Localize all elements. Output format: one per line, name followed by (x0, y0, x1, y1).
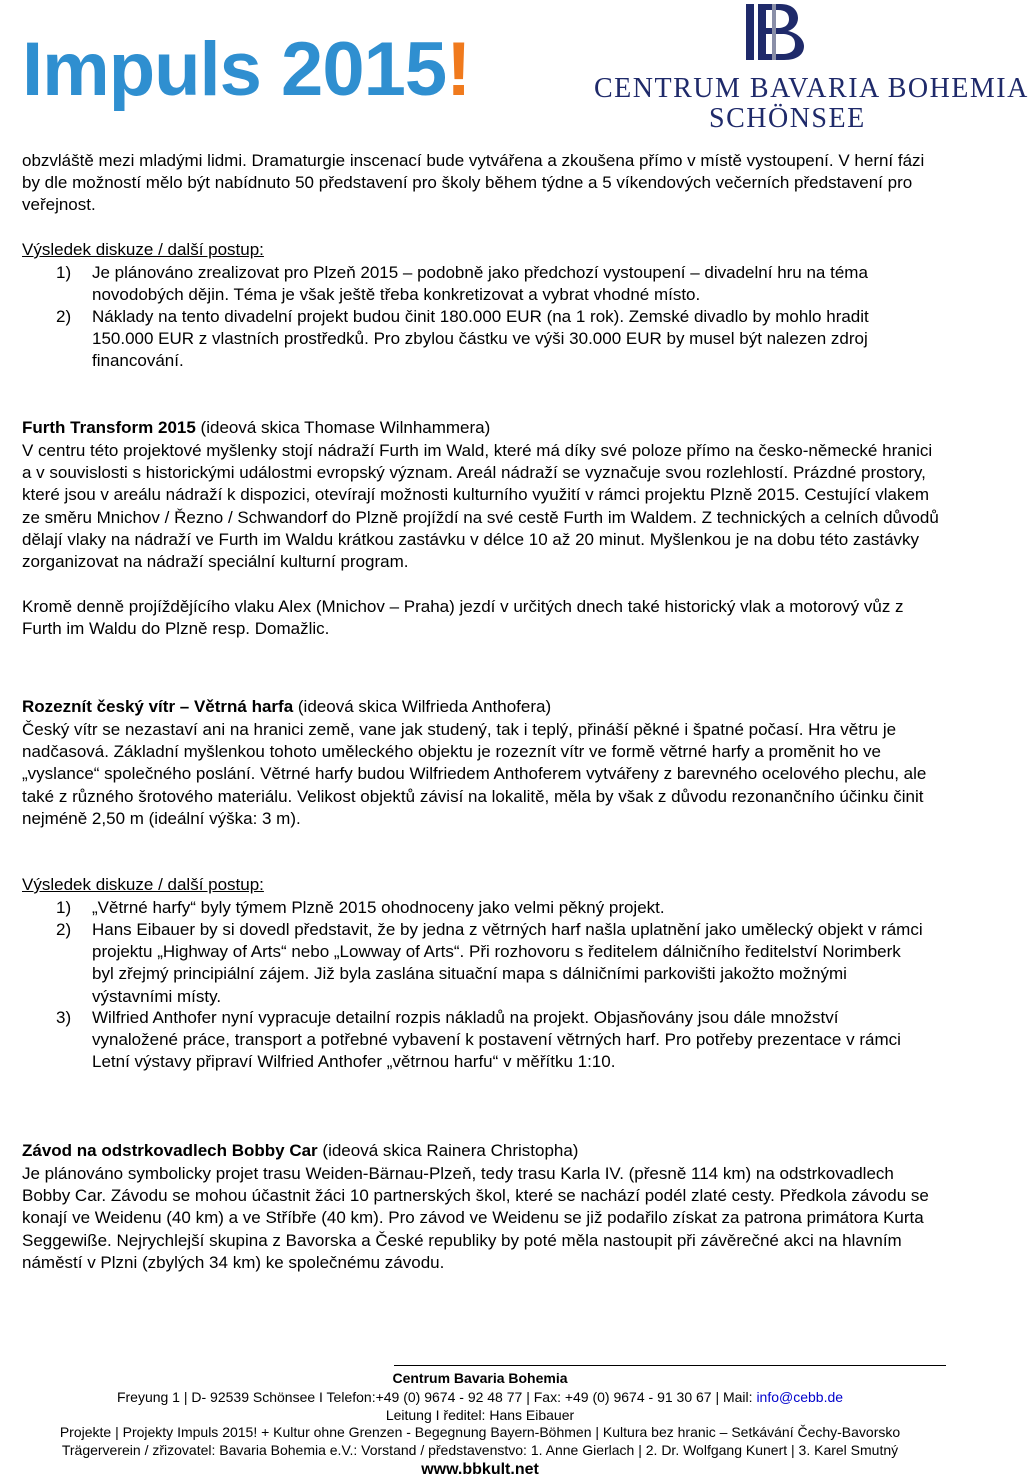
harfa-heading (22, 696, 942, 718)
furth-subtitle: (ideová skica Thomase Wilnhammera) (195, 418, 491, 437)
bobby-heading (22, 1140, 942, 1162)
list-text: Wilfried Anthofer nyní vypracuje detailní rozpis nákladů na projekt. Objasňovány jsou dále množství vynaložené práce, transport a potřebné vybavení k postavení větrných harf. Pro potřeby prezentace v rámci Letní výstavy připraví Wilfried Anthofer „větrnou harfu“ v měřítku 1:10. (92, 1008, 901, 1072)
footer-association: Trägerverein / zřizovatel: Bavaria Bohemia e.V.: Vorstand / představenstvo: 1. Anne Gierlach | 2. Dr. Wolfgang Kunert | 3. Karel Smutný (61, 1442, 899, 1458)
furth-body: V centru této projektové myšlenky stojí nádraží Furth im Wald, které má díky své poloze přímo na česko-německé hranici a v souvislosti s historickými událostmi evropský význam. Areál nádraží se vyznačuje svou rozlehlostí. Prázdné prostory, které jsou v areálu nádraží k dispozici, otevírají možnosti kulturního využití v rámci projektu Plzně 2015. Cestující vlakem ze směru Mnichov / Řezno / Schwandorf do Plzně projíždí na své cestě Furth im Waldem. Z technických a celních důvodů dělají vlaky na nádraží ve Furth im Waldu krátkou zastávku v délce 10 až 20 minut. Myšlenkou je na dobu této zastávky zorganizovat na nádraží speciální kulturní program. (22, 441, 939, 572)
footer-director: Leitung I ředitel: Hans Eibauer (385, 1407, 575, 1423)
list-text: Náklady na tento divadelní projekt budou činit 180.000 EUR (na 1 rok). Zemské divadlo by mohlo hradit 150.000 EUR z vlastních prostředků. Pro zbylou částku ve výši 30.000 EUR by musel být nalezen zdroj financování. (92, 307, 869, 371)
result2-item-2 (56, 919, 926, 1008)
result2-item-3 (56, 1007, 926, 1074)
cbb-logo-icon (746, 4, 806, 60)
furth-heading (22, 417, 942, 439)
bobby-body: Je plánováno symbolicky projet trasu Weiden-Bärnau-Plzeň, tedy trasu Karla IV. (přesně 114 km) na odstrkovadlech Bobby Car. Závodu se mohou účastnit žáci 10 partnerských škol, které se nachází podél zlaté cesty. Předkola závodu se konají ve Weidenu (40 km) a ve Stříbře (40 km). Pro závod ve Weidenu se již podařilo získat za patrona primátora Kurta Seggewiße. Nejrychlejší skupina z Bavorska a České republiky by poté měla nastoupit při závěrečné akci na hlavním náměstí v Plzni (zbylých 34 km) ke společnému závodu. (22, 1164, 929, 1272)
list-number: 2) (56, 307, 72, 326)
footer-website[interactable]: www.bbkult.net (421, 1461, 539, 1478)
impuls-logo-word: Impuls (22, 27, 282, 112)
harfa-title: Rozeznít český vítr – Větrná harfa (22, 697, 294, 716)
list-text: Je plánováno zrealizovat pro Plzeň 2015 – podobně jako předchozí vystoupení – divadelní hru na téma novodobých dějin. Téma je však ještě třeba konkretizovat a vybrat vhodné místo. (92, 263, 868, 305)
footer-divider (394, 1365, 946, 1366)
list-text: „Větrné harfy“ byly týmem Plzně 2015 ohodnoceny jako velmi pěkný projekt. (92, 898, 665, 917)
result2-heading: Výsledek diskuze / další postup: (22, 875, 264, 894)
list-number: 1) (56, 898, 72, 917)
harfa-subtitle: (ideová skica Wilfrieda Anthofera) (293, 697, 552, 716)
list-number: 3) (56, 1008, 72, 1027)
cbb-logo-line1: CENTRUM BAVARIA BOHEMIA (594, 73, 1029, 104)
result2-item-1 (56, 897, 926, 919)
bobby-title: Závod na odstrkovadlech Bobby Car (22, 1141, 318, 1160)
cbb-logo-line2: SCHÖNSEE (709, 103, 866, 134)
result1-heading: Výsledek diskuze / další postup: (22, 240, 264, 259)
footer-org: Centrum Bavaria Bohemia (392, 1370, 568, 1386)
footer-projects: Projekte | Projekty Impuls 2015! + Kultur ohne Grenzen - Begegnung Bayern-Böhmen | Kultura bez hranic – Setkávání Čechy-Bavorsko (59, 1424, 901, 1440)
impuls-2015-logo (22, 27, 471, 112)
footer-address (0, 1389, 960, 1406)
list-number: 1) (56, 263, 72, 282)
list-number: 2) (56, 920, 72, 939)
impuls-logo-mark: ! (446, 27, 471, 112)
list-text: Hans Eibauer by si dovedl představit, že by jedna z větrných harf našla uplatnění jako umělecký objekt v rámci projektu „Highway of Arts“ nebo „Lowway of Arts“. Při rozhovoru s ředitelem dálničního ředitelství Norimberk byl zřejmý principiální zájem. Již byla zaslána situační mapa s dálničními parkovišti jakožto možnými výstavními místy. (92, 920, 923, 1006)
bobby-subtitle: (ideová skica Rainera Christopha) (317, 1141, 579, 1160)
furth-body-2: Kromě denně projíždějícího vlaku Alex (Mnichov – Praha) jezdí v určitých dnech také historický vlak a motorový vůz z Furth im Waldu do Plzně resp. Domažlic. (22, 597, 904, 639)
result1-item-1 (56, 262, 926, 306)
harfa-body: Český vítr se nezastaví ani na hranici země, vane jak studený, tak i teplý, přináší pěkné i špatné počasí. Hra větru je nadčasová. Základní myšlenkou tohoto uměleckého objektu je rozeznít vítr ve formě větrné harfy a proměnit ho ve „vyslance“ společného poslání. Větrné harfy budou Wilfriedem Anthoferem vytvářeny z barevného ocelového plechu, ale také z různého šrotového materiálu. Velikost objektů závisí na lokalitě, měla by však z důvodu rezonančního účinku činit nejméně 2,50 m (ideální výška: 3 m). (22, 720, 927, 828)
footer-address-text: Freyung 1 | D- 92539 Schönsee I Telefon:+49 (0) 9674 - 92 48 77 | Fax: +49 (0) 9674 - 91 30 67 | Mail: (116, 1389, 757, 1405)
impuls-logo-year: 2015 (281, 27, 447, 112)
furth-title: Furth Transform 2015 (22, 418, 196, 437)
intro-paragraph: obzvláště mezi mladými lidmi. Dramaturgie inscenací bude vytvářena a zkoušena přímo v místě vystoupení. V herní fázi by dle možností mělo být nabídnuto 50 představení pro školy během týdne a 5 víkendových večerních představení pro veřejnost. (22, 151, 925, 215)
footer-email-link[interactable]: info@cebb.de (756, 1389, 844, 1405)
result1-item-2 (56, 306, 926, 373)
